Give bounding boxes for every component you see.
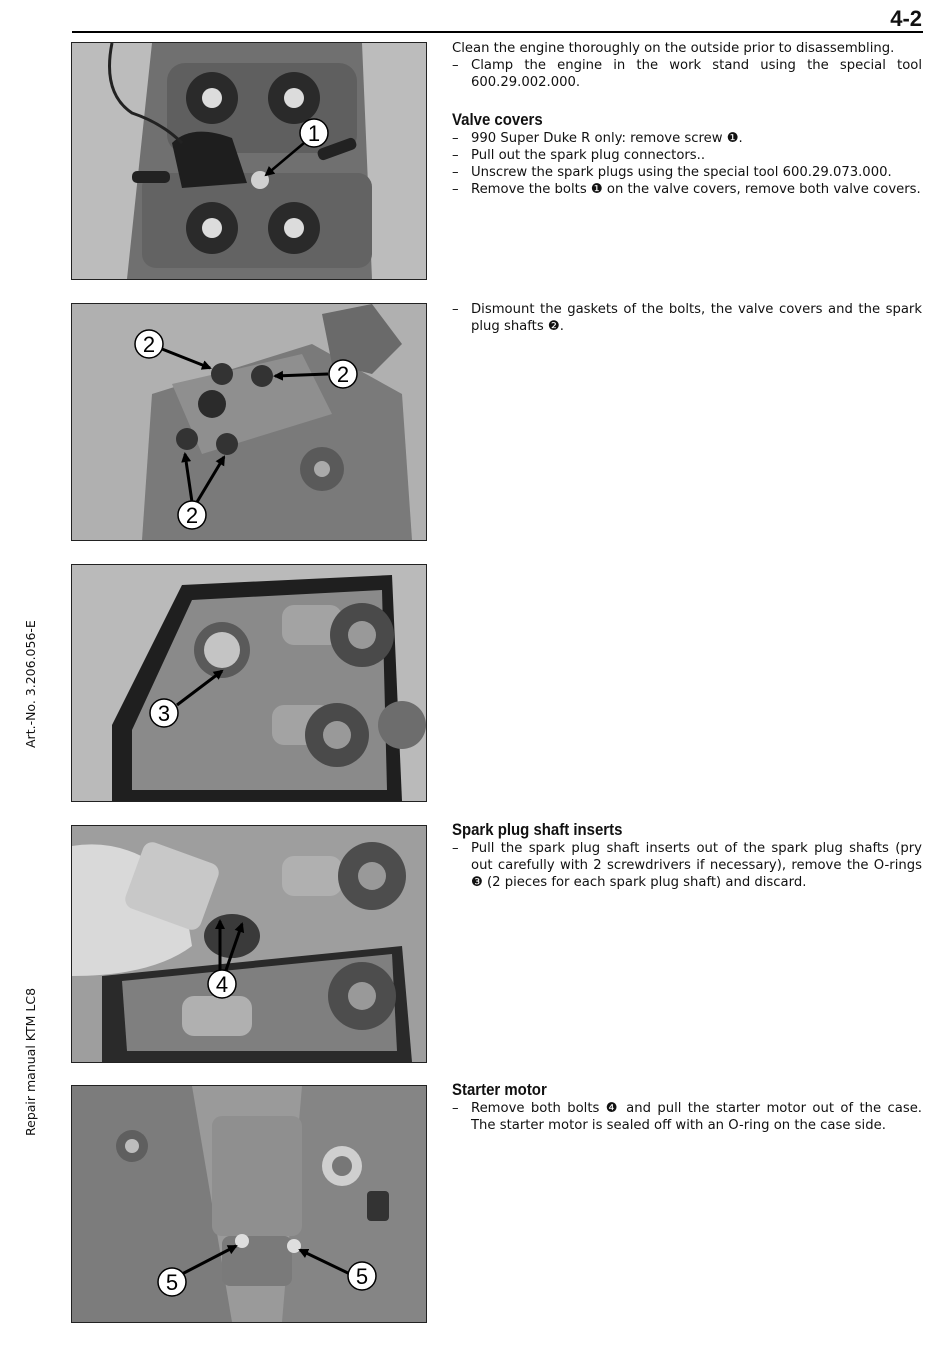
step-unscrew-spark-plugs: – Unscrew the spark plugs using the special tool 600.29.073.000. [452, 164, 922, 181]
intro-block [452, 40, 922, 91]
margin-art-number: Art.-No. 3.206.056-E [23, 620, 38, 748]
callout-2b: 2 [336, 362, 350, 387]
callout-5b: 5 [355, 1264, 369, 1289]
figure-cylinder-head-photo [71, 564, 427, 802]
gaskets-block [452, 301, 922, 335]
callout-4: 4 [215, 972, 229, 997]
valve-covers-block [452, 111, 922, 198]
intro-text: Clean the engine thoroughly on the outside prior to disassembling. [452, 41, 895, 56]
starter-motor-steps [452, 1100, 922, 1134]
step-dismount-gaskets: – Dismount the gaskets of the bolts, the valve covers and the spark plug shafts ❷. [452, 301, 922, 335]
step-pull-inserts: – Pull the spark plug shaft inserts out of the spark plug shafts (pry out carefully with 2 screwdrivers if necessary), remove the O-rings ❸ (2 pieces for each spark plug shaft) and discard. [452, 840, 922, 891]
figure-valve-cover-photo [71, 42, 427, 280]
section-title-valve-covers: Valve covers [452, 110, 543, 129]
figure-starter-motor-photo [71, 1085, 427, 1323]
figure-gaskets-photo [71, 303, 427, 541]
callout-1: 1 [307, 121, 321, 146]
page-number: 4-2 [890, 6, 922, 31]
step-clamp-engine: – Clamp the engine in the work stand using the special tool 600.29.002.000. [452, 57, 922, 91]
step-remove-screw: – 990 Super Duke R only: remove screw ❶. [452, 130, 922, 147]
section-title-starter-motor: Starter motor [452, 1080, 547, 1099]
callout-2a: 2 [142, 332, 156, 357]
header-rule [72, 31, 923, 33]
gaskets-steps [452, 301, 922, 335]
callout-2c: 2 [185, 503, 199, 528]
callout-3: 3 [157, 701, 171, 726]
figure-shaft-insert-photo [71, 825, 427, 1063]
step-spark-plug-connectors: – Pull out the spark plug connectors.. [452, 147, 922, 164]
starter-motor-block [452, 1081, 922, 1134]
margin-manual-title: Repair manual KTM LC8 [23, 987, 38, 1136]
section-title-shaft-inserts: Spark plug shaft inserts [452, 820, 623, 839]
step-remove-starter: – Remove both bolts ❹ and pull the starter motor out of the case. The starter motor is sealed off with an O-ring on the case side. [452, 1100, 922, 1134]
shaft-inserts-steps [452, 840, 922, 891]
callout-5a: 5 [165, 1270, 179, 1295]
intro-steps [452, 57, 922, 91]
valve-covers-steps [452, 130, 922, 198]
step-remove-bolts: – Remove the bolts ❶ on the valve covers, remove both valve covers. [452, 181, 922, 198]
shaft-inserts-block [452, 821, 922, 891]
